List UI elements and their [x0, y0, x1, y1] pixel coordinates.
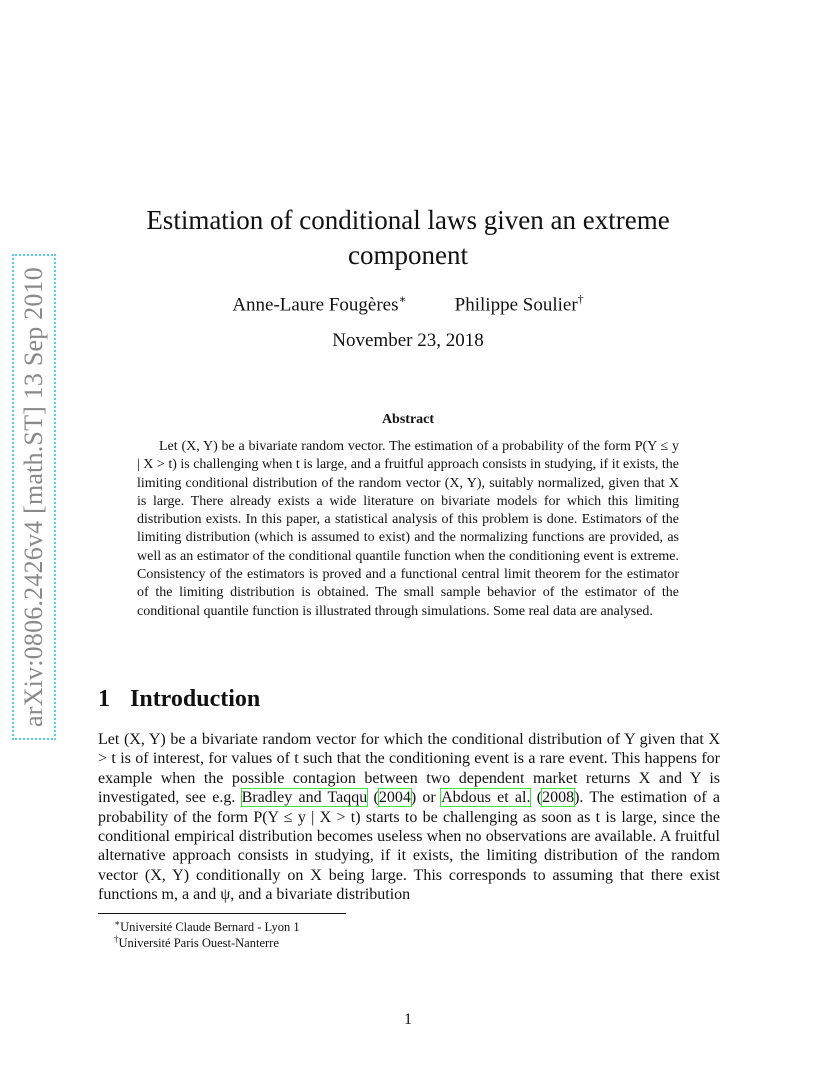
footnote-2-text: Université Paris Ouest-Nanterre: [118, 936, 279, 951]
author-2-footnote-mark[interactable]: †: [577, 292, 584, 306]
footnote-2: [114, 934, 279, 951]
paper-title: Estimation of conditional laws given an extreme component: [146, 205, 670, 270]
intro-text-part2: ). The estimation of a probability of the form P(Y ≤ y | X > t) starts to be challenging as soon as t is large, since the conditional empirical distribution becomes useless when no observations are available. A fruitful alternative approach consists in studying, if it exists, the limiting distribution of the random vector (X, Y) conditionally on X being large. This corresponds to assuming that there exist functions m, a and ψ, and a bivariate distribution: [98, 789, 721, 904]
section-title: Introduction: [130, 686, 261, 712]
citation-bradley-taqqu[interactable]: Bradley and Taqqu: [241, 789, 368, 807]
footnote-2-mark: †: [114, 934, 119, 944]
intro-text-part1: Let (X, Y) be a bivariate random vector for which the conditional distribution of Y given that X > t is of interest, for values of t such that the conditioning event is a rare event. This happens for example when the possible contagion between two dependent market returns X and Y is investigated, see e.g.: [98, 731, 720, 807]
intro-paragraph: Let (X, Y) be a bivariate random vector for which the conditional distribution of Y given that X > t is of interest, for values of t such that the conditioning event is a rare event. This happens for example when the possible contagion between two dependent market returns X and Y is investigated, see e.g. Bradley and Taqqu (2004) or Abdous et al. (2008). The estimation of a probability of the form P(Y ≤ y | X > t) starts to be challenging as soon as t is large, since the conditional empirical distribution becomes useless when no observations are available. A fruitful alternative approach consists in studying, if it exists, the limiting distribution of the random vector (X, Y) conditionally on X being large. This corresponds to assuming that there exist functions m, a and ψ, and a bivariate distribution: [98, 731, 721, 904]
paper-date: November 23, 2018: [332, 330, 484, 351]
author-1-footnote-mark[interactable]: ∗: [398, 292, 407, 306]
page-number: 1: [404, 1011, 412, 1028]
abstract-heading: Abstract: [381, 412, 435, 427]
authors: [98, 292, 718, 316]
arxiv-stamp: [12, 254, 56, 740]
footnote-rule: [98, 913, 346, 914]
footnote-1-mark: ∗: [114, 918, 121, 928]
footnote-1-text: Université Claude Bernard - Lyon 1: [120, 920, 300, 935]
author-1: Anne-Laure Fougères∗: [232, 292, 407, 316]
abstract-text: Let (X, Y) be a bivariate random vector. The estimation of a probability of the form P(Y ≤ y | X > t) is challenging when t is large, and a fruitful approach consists in studying, if it exists, the limiting conditional distribution of the random vector (X, Y), suitably normalized, given that X is large. There already exists a wide literature on bivariate models for which this limiting distribution exists. In this paper, a statistical analysis of this problem is done. Estimators of the limiting distribution (which is assumed to exist) and the normalizing functions are provided, as well as an estimator of the conditional quantile function when the conditioning event is extreme. Consistency of the estimators is proved and a functional central limit theorem for the estimator of the limiting distribution is obtained. The small sample behavior of the estimator of the conditional quantile function is illustrated through simulations. Some real data are analysed.: [137, 439, 679, 619]
citation-year-2008[interactable]: 2008: [542, 789, 575, 807]
citation-abdous-et-al[interactable]: Abdous et al.: [441, 789, 531, 807]
arxiv-stamp-text: arXiv:0806.2426v4 [math.ST] 13 Sep 2010: [19, 267, 48, 727]
author-2: Philippe Soulier†: [454, 292, 584, 316]
citation-year-2004[interactable]: 2004: [378, 789, 411, 807]
section-heading: [98, 686, 260, 713]
footnote-1: [114, 918, 300, 935]
section-number: 1: [98, 686, 110, 712]
